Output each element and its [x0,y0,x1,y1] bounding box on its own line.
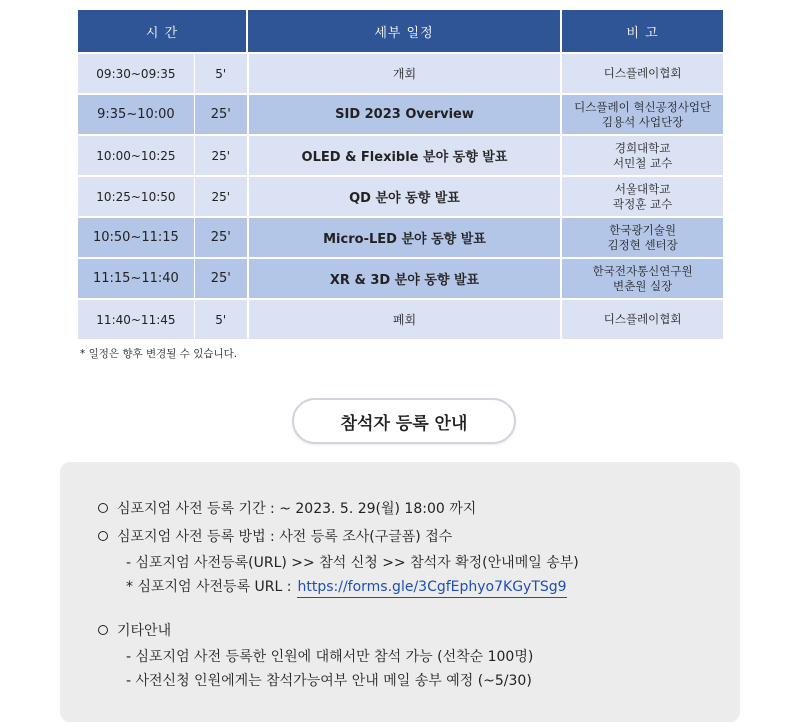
etc-title: 기타안내 [117,623,172,639]
row-detail: SID 2023 Overview [249,95,561,134]
row-note [562,259,723,298]
row-detail: 개회 [249,54,561,93]
etc-item-1: - 심포지엄 사전 등록한 인원에 대해서만 참석 가능 (선착순 100명) [126,649,534,665]
schedule-footnote: * 일정은 향후 변경될 수 있습니다. [80,348,238,360]
schedule-table [78,10,723,339]
row-note [562,136,723,175]
row-note-line: 서민철 교수 [613,155,673,170]
registration-url-label: * 심포지엄 사전등록 URL : [126,579,292,595]
row-duration: 25' [195,177,247,216]
row-duration: 25' [195,136,247,175]
etc-item-2: - 사전신청 인원에게는 참석가능여부 안내 메일 송부 예정 (~5/30) [126,673,532,689]
header-time: 시 간 [78,10,246,52]
row-time: 10:25~10:50 [78,177,195,216]
table-row [78,95,723,134]
row-detail: OLED & Flexible 분야 동향 발표 [249,136,561,175]
row-note-line: 디스플레이협회 [603,66,682,80]
table-row [78,300,723,339]
row-note [562,177,723,216]
circle-bullet-icon [98,503,108,513]
row-duration: 5' [195,54,247,93]
table-row [78,259,723,298]
row-note [562,95,723,134]
row-note-line: 김정현 센터장 [607,237,678,252]
row-note-line: 곽정훈 교수 [613,196,673,211]
circle-bullet-icon [98,625,108,635]
row-time: 11:40~11:45 [78,300,195,339]
row-duration: 25' [195,259,247,298]
registration-title: 참석자 등록 안내 [292,398,516,444]
row-detail: QD 분야 동향 발표 [249,177,561,216]
row-note-line: 한국광기술원 [609,222,676,237]
row-note-line: 디스플레이협회 [603,312,682,326]
row-note-line: 경희대학교 [614,140,671,155]
table-row [78,218,723,257]
row-note [562,218,723,257]
row-duration: 25' [195,95,247,134]
table-row [78,177,723,216]
row-duration: 25' [195,218,247,257]
table-body [78,54,723,339]
table-row [78,136,723,175]
info-period-line [98,498,476,518]
row-time: 11:15~11:40 [78,259,195,298]
header-note: 비 고 [562,10,723,52]
circle-bullet-icon [98,531,108,541]
registration-method-sub: - 심포지엄 사전등록(URL) >> 참석 신청 >> 참석자 확정(안내메일 송부) [126,555,579,571]
row-note [562,300,723,339]
table-row [78,54,723,93]
registration-info-box [60,462,740,722]
row-note-line: 서울대학교 [614,181,671,196]
table-header [78,10,723,52]
row-detail: XR & 3D 분야 동향 발표 [249,259,561,298]
row-time: 10:00~10:25 [78,136,195,175]
row-time: 9:35~10:00 [78,95,195,134]
row-detail: Micro-LED 분야 동향 발표 [249,218,561,257]
row-time: 09:30~09:35 [78,54,195,93]
registration-url-link[interactable]: https://forms.gle/3CgfEphyo7KGyTSg9 [297,579,566,598]
row-detail: 폐회 [249,300,561,339]
registration-period: 심포지엄 사전 등록 기간 : ~ 2023. 5. 29(월) 18:00 까지 [117,501,477,517]
row-duration: 5' [195,300,247,339]
header-detail: 세부 일정 [248,10,560,52]
row-time: 10:50~11:15 [78,218,195,257]
row-note-line: 한국전자통신연구원 [592,263,693,278]
registration-method: 심포지엄 사전 등록 방법 : 사전 등록 조사(구글폼) 접수 [117,529,453,545]
info-url-line [126,576,567,596]
row-note [562,54,723,93]
info-method-line [98,526,452,546]
row-note-line: 디스플레이 혁신공정사업단 [574,99,712,114]
info-etc-line [98,620,171,640]
row-note-line: 김용석 사업단장 [601,114,684,129]
row-note-line: 변춘원 실장 [613,278,673,293]
